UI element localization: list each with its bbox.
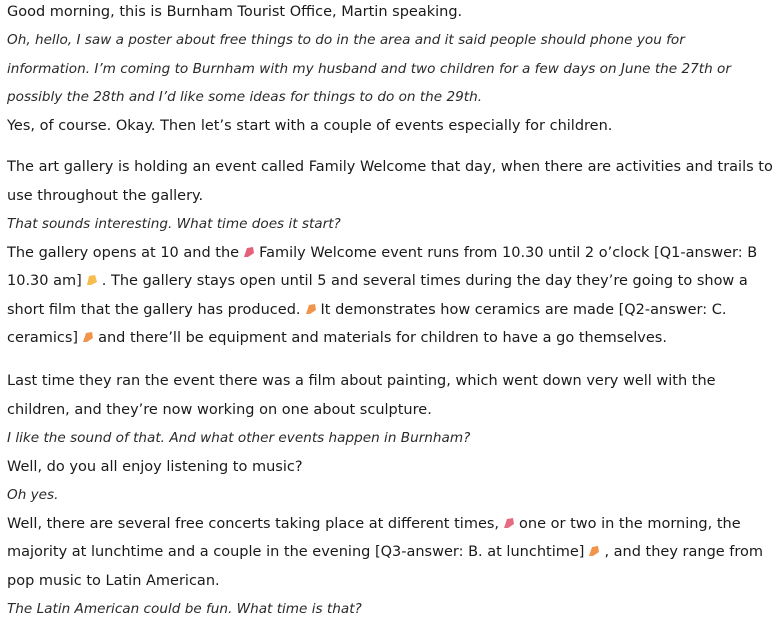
transcript-line: Last time they ran the event there was a film about painting, which went down very well with the bbox=[7, 373, 716, 389]
highlight-marker-icon bbox=[587, 544, 601, 558]
highlight-marker-icon bbox=[242, 245, 256, 259]
transcript-line: The art gallery is holding an event called Family Welcome that day, when there are activities and trails to bbox=[7, 159, 773, 175]
transcript-line: Good morning, this is Burnham Tourist Office, Martin speaking. bbox=[7, 4, 463, 20]
transcript-text: short film that the gallery has produced. bbox=[7, 302, 301, 318]
transcript-line-caller: That sounds interesting. What time does it start? bbox=[7, 216, 341, 232]
transcript-text: Family Welcome event runs from 10.30 until 2 o’clock [Q1-answer: B bbox=[259, 245, 758, 261]
transcript-text: . The gallery stays open until 5 and several times during the day they’re going to show a bbox=[101, 273, 748, 289]
highlight-marker-icon bbox=[81, 330, 95, 344]
transcript-text: majority at lunchtime and a couple in the evening [Q3-answer: B. at lunchtime] bbox=[7, 544, 585, 560]
transcript-line-caller: possibly the 28th and I’d like some ideas for things to do on the 29th. bbox=[7, 89, 483, 105]
highlight-marker-icon bbox=[502, 516, 516, 530]
transcript-text: 10.30 am] bbox=[7, 273, 82, 289]
transcript-line-caller: The Latin American could be fun. What time is that? bbox=[7, 601, 362, 617]
transcript-line: children, and they’re now working on one about sculpture. bbox=[7, 402, 432, 418]
transcript-line: Yes, of course. Okay. Then let’s start with a couple of events especially for children. bbox=[7, 118, 613, 134]
transcript-line bbox=[7, 271, 774, 291]
transcript-line: use throughout the gallery. bbox=[7, 188, 204, 204]
transcript-line bbox=[7, 542, 774, 562]
transcript-line-caller: Oh yes. bbox=[7, 487, 59, 503]
transcript-text: It demonstrates how ceramics are made [Q2-answer: C. bbox=[320, 302, 727, 318]
transcript-line: Well, do you all enjoy listening to music? bbox=[7, 459, 303, 475]
transcript-text: , and they range from bbox=[604, 544, 764, 560]
transcript-line bbox=[7, 300, 774, 320]
transcript-line bbox=[7, 514, 774, 534]
transcript-line bbox=[7, 328, 774, 348]
transcript-text: ceramics] bbox=[7, 330, 79, 346]
transcript-line-caller: information. I’m coming to Burnham with my husband and two children for a few days on June the 27th or bbox=[7, 61, 731, 77]
transcript-line: pop music to Latin American. bbox=[7, 573, 220, 589]
highlight-marker-icon bbox=[304, 302, 318, 316]
transcript-text: The gallery opens at 10 and the bbox=[7, 245, 240, 261]
transcript-line-caller: Oh, hello, I saw a poster about free things to do in the area and it said people should phone you for bbox=[7, 32, 685, 48]
highlight-marker-icon bbox=[85, 273, 99, 287]
transcript-line bbox=[7, 243, 774, 263]
transcript-text: and there’ll be equipment and materials for children to have a go themselves. bbox=[98, 330, 667, 346]
transcript-line-caller: I like the sound of that. And what other events happen in Burnham? bbox=[7, 430, 471, 446]
transcript-text: one or two in the morning, the bbox=[519, 516, 741, 532]
transcript-text: Well, there are several free concerts taking place at different times, bbox=[7, 516, 500, 532]
